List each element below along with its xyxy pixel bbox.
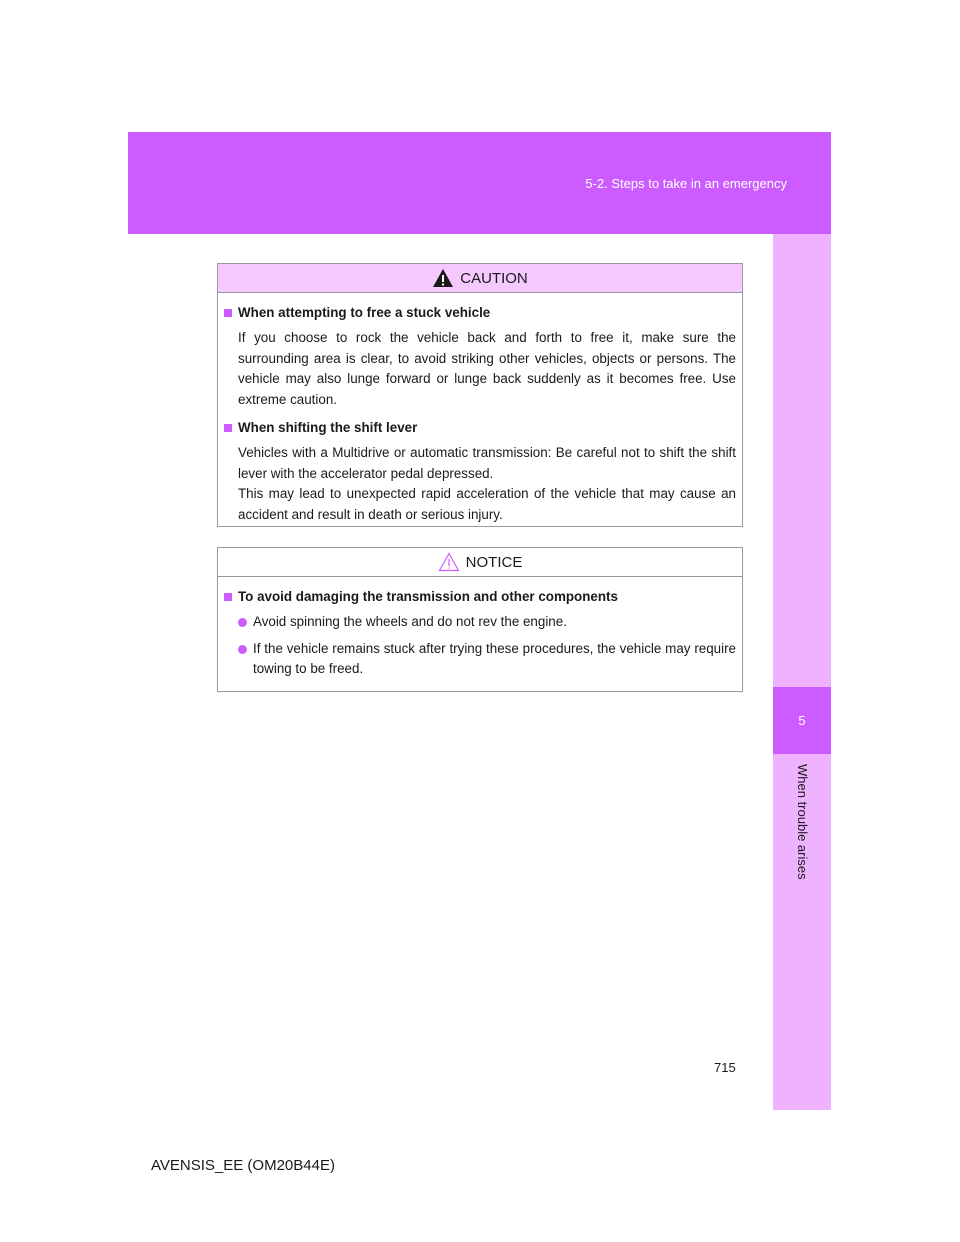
caution-title: CAUTION <box>460 269 528 287</box>
chapter-title: When trouble arises <box>795 764 810 880</box>
manual-code: AVENSIS_EE (OM20B44E) <box>151 1157 335 1174</box>
warning-outline-icon <box>438 552 460 572</box>
notice-header <box>218 548 742 577</box>
notice-box <box>217 547 743 692</box>
page-number: 715 <box>714 1060 736 1075</box>
caution-header <box>218 264 742 293</box>
round-bullet-icon <box>238 645 247 654</box>
notice-bullet: If the vehicle remains stuck after trying these procedures, the vehicle may require towing to be freed. <box>238 639 736 680</box>
header-band <box>128 132 831 234</box>
notice-item-heading: To avoid damaging the transmission and other components <box>224 589 736 604</box>
warning-filled-icon <box>432 268 454 288</box>
square-bullet-icon <box>224 424 232 432</box>
chapter-number-tab[interactable]: 5 <box>773 687 831 754</box>
caution-item-text: Vehicles with a Multidrive or automatic transmission: Be careful not to shift the shift lever with the accelerator pedal depressed. This may lead to unexpected rapid acceleration of the vehicle that may cause an accident and result in death or serious injury. <box>238 445 736 522</box>
square-bullet-icon <box>224 309 232 317</box>
section-title: 5-2. Steps to take in an emergency <box>585 176 787 191</box>
caution-item-heading: When attempting to free a stuck vehicle <box>224 305 736 320</box>
chapter-side-strip <box>773 234 831 1110</box>
caution-item-heading: When shifting the shift lever <box>224 420 736 435</box>
square-bullet-icon <box>224 593 232 601</box>
caution-item-text: If you choose to rock the vehicle back and forth to free it, make sure the surrounding area is clear, to avoid striking other vehicles, objects or persons. The vehicle may also lunge forward or lunge back suddenly as it becomes free. Use extreme caution. <box>238 330 736 407</box>
notice-bullet: Avoid spinning the wheels and do not rev the engine. <box>238 612 736 633</box>
round-bullet-icon <box>238 618 247 627</box>
caution-box <box>217 263 743 527</box>
notice-title: NOTICE <box>465 553 523 571</box>
